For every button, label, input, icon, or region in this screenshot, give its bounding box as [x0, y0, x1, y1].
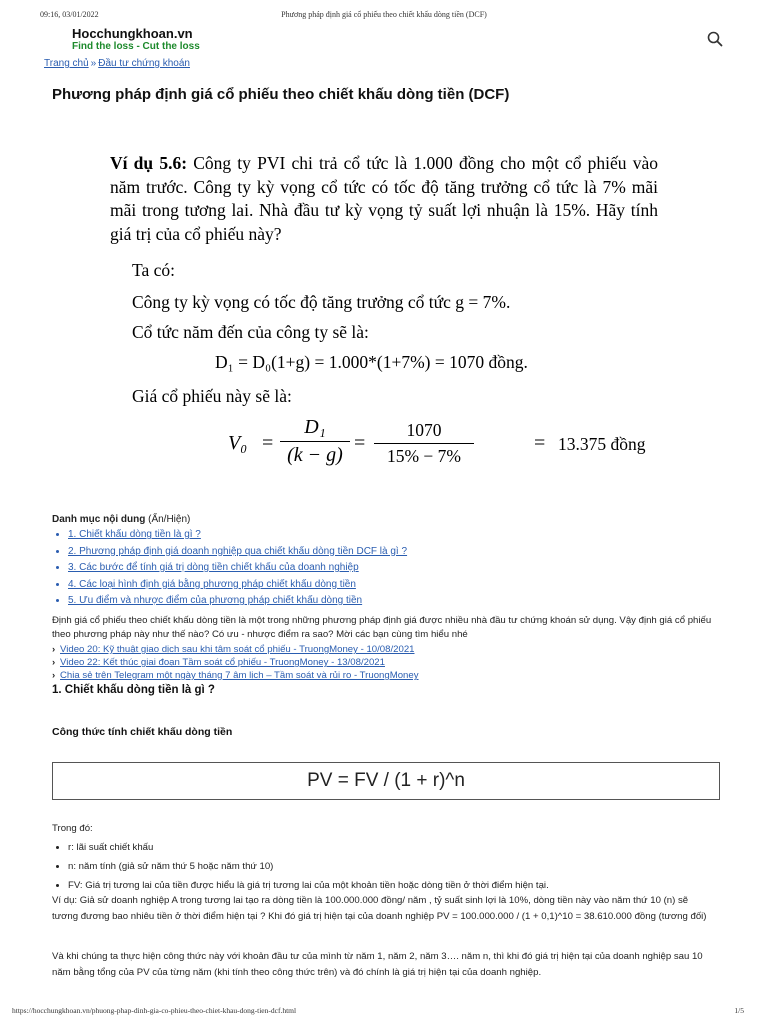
closing-paragraph: Và khi chúng ta thực hiện công thức này với khoản đầu tư của mình từ năm 1, năm 2, năm 3…. năm n, thì khi đó giá trị hiện tại của doanh nghiệp sau 10 năm bằng tổng của PV của từng năm (khi tính theo công thức trên) và đó chính là giá trị hiện tại của doanh nghiệp.: [52, 951, 703, 978]
d1-formula: D₁ = D₀(1+g) = 1.000*(1+7%) = 1070 đồng.: [215, 352, 528, 372]
chevron-right-icon: ›: [52, 644, 56, 655]
related-link-row: [52, 656, 732, 669]
fraction-d1-over-k-g: [280, 416, 350, 467]
definition-item: • r: lãi suất chiết khấu: [68, 842, 748, 853]
toc-item: [68, 562, 732, 573]
toc-link-3[interactable]: 3. Các bước để tính giá trị dòng tiền chiết khấu của doanh nghiệp: [68, 562, 359, 573]
print-doc-title: Phương pháp định giá cổ phiếu theo chiết khấu dòng tiền (DCF): [281, 10, 487, 19]
fraction-1070-over-rates: [374, 420, 474, 467]
toc-title: [52, 514, 732, 525]
related-link-3[interactable]: Chia sẻ trên Telegram một ngày tháng 7 âm lịch – Tầm soát và rủi ro - TruongMoney: [60, 670, 419, 681]
example-paragraph: Ví dụ: Giả sử doanh nghiệp A trong tương lai tạo ra dòng tiền là 100.000.000 đồng/ năm , tỷ suất sinh lợi là 10%, dòng tiền này vào năm thứ 10 (n) sẽ tương đương bao nhiêu tiền ở thời điểm hiện tại ? Khi đó giá trị hiện tại của doanh nghiệp PV = 100.000.000 / (1 + 0,1)^10 = 38.610.000 đồng (tương đối): [52, 895, 707, 922]
fraction-denominator: (k − g): [287, 444, 343, 466]
toc-toggle[interactable]: (Ẩn/Hiện): [148, 514, 191, 525]
definition-item: • FV: Giá trị tương lai của tiền được hiểu là giá trị tương lai của một khoản tiền hoặc dòng tiền ở thời điểm hiện tại.: [68, 880, 748, 891]
definition-item: • n: năm tính (giả sử năm thứ 5 hoặc năm thứ 10): [68, 861, 748, 872]
toc-link-2[interactable]: 2. Phương pháp định giá doanh nghiệp qua chiết khấu dòng tiền DCF là gì ?: [68, 545, 408, 557]
toc-link-5[interactable]: 5. Ưu điểm và nhược điểm của phương pháp chiết khấu dòng tiền: [68, 595, 363, 606]
definition-list: [52, 842, 748, 899]
breadcrumb: [44, 58, 190, 69]
print-url: https://hocchungkhoan.vn/phuong-phap-dinh-gia-co-phieu-theo-chiet-khau-dong-tien-dcf.html: [12, 1006, 297, 1015]
example-growth-line: Công ty kỳ vọng có tốc độ tăng trưởng cổ tức g = 7%.: [132, 292, 511, 312]
toc-title-text: Danh mục nội dung: [52, 514, 146, 525]
equals-sign: =: [534, 432, 546, 454]
related-link-row: [52, 643, 732, 656]
chevron-right-icon: ›: [52, 670, 56, 681]
example-next-dividend-line: Cổ tức năm đến của công ty sẽ là:: [132, 322, 369, 342]
search-button[interactable]: [706, 30, 724, 48]
related-link-1[interactable]: Video 20: Kỹ thuật giao dịch sau khi tâm soát cổ phiếu - TruongMoney - 10/08/2021: [60, 644, 415, 655]
print-footer: [0, 1006, 768, 1018]
page-title: Phương pháp định giá cổ phiếu theo chiết khấu dòng tiền (DCF): [52, 86, 510, 103]
toc-link-4[interactable]: 4. Các loại hình định giá bằng phương pháp chiết khấu dòng tiền: [68, 578, 356, 590]
v0-result: 13.375 đồng: [558, 434, 646, 454]
pv-formula-box: PV = FV / (1 + r)^n: [52, 762, 720, 800]
example-label: Ví dụ 5.6:: [110, 153, 188, 173]
v0-formula: [228, 414, 668, 476]
toc-item: [68, 546, 732, 557]
equals-sign: =: [354, 432, 366, 454]
related-link-row: [52, 669, 732, 682]
site-name[interactable]: Hocchungkhoan.vn: [72, 26, 193, 41]
example-figure: [110, 152, 670, 492]
toc-item: [68, 579, 732, 590]
intro-paragraph: Định giá cổ phiếu theo chiết khấu dòng tiền là một trong những phương pháp định giá được nhiều nhà đầu tư chứng khoán sử dụng. Vậy định giá cổ phiếu theo phương pháp này như thế nào? Có ưu - nhược điểm ra sao? Mời các bạn cùng tìm hiểu nhé: [52, 615, 712, 640]
equals-sign: =: [262, 432, 274, 454]
example-problem-text: Công ty PVI chi trả cổ tức là 1.000 đồng cho một cổ phiếu vào năm trước. Công ty kỳ vọng cổ tức có tốc độ tăng trưởng cổ tức là 7% mãi mãi trong tương lai. Nhà đầu tư kỳ vọng tỷ suất lợi nhuận là 15%. Hãy tính giá trị của cổ phiếu này?: [110, 153, 658, 244]
toc-item: [68, 595, 732, 606]
table-of-contents: [52, 514, 732, 612]
example-price-line: Giá cổ phiếu này sẽ là:: [132, 386, 292, 406]
related-links: [52, 643, 732, 682]
fraction-bar: [374, 443, 474, 444]
toc-link-1[interactable]: 1. Chiết khấu dòng tiền là gì ?: [68, 529, 201, 540]
related-link-2[interactable]: Video 22: Kết thúc giai đoạn Tầm soát cổ phiếu - TruongMoney - 13/08/2021: [60, 657, 385, 668]
breadcrumb-category[interactable]: Đầu tư chứng khoán: [98, 58, 190, 69]
fraction-bar: [280, 441, 350, 442]
print-timestamp: 09:16, 03/01/2022: [40, 10, 99, 19]
example-problem: [110, 152, 658, 246]
toc-item: [68, 529, 732, 540]
chevron-right-icon: ›: [52, 657, 56, 668]
fraction-numerator: D₁: [304, 416, 326, 438]
search-icon: [706, 30, 724, 48]
breadcrumb-home[interactable]: Trang chủ: [44, 58, 89, 69]
fraction-numerator: 1070: [406, 420, 442, 440]
breadcrumb-separator: »: [90, 58, 97, 69]
section-heading: 1. Chiết khấu dòng tiền là gì ?: [52, 684, 215, 696]
where-label: Trong đó:: [52, 823, 93, 834]
v0-symbol: V₀: [228, 432, 248, 454]
fraction-denominator: 15% − 7%: [386, 446, 462, 466]
site-tagline: Find the loss - Cut the loss: [72, 41, 200, 52]
section-subheading: Công thức tính chiết khấu dòng tiền: [52, 726, 233, 738]
print-header: [0, 10, 768, 24]
page-number: 1/5: [734, 1006, 744, 1015]
site-header: [72, 26, 732, 56]
example-ta-co: Ta có:: [132, 260, 175, 280]
toc-list: [52, 529, 732, 606]
